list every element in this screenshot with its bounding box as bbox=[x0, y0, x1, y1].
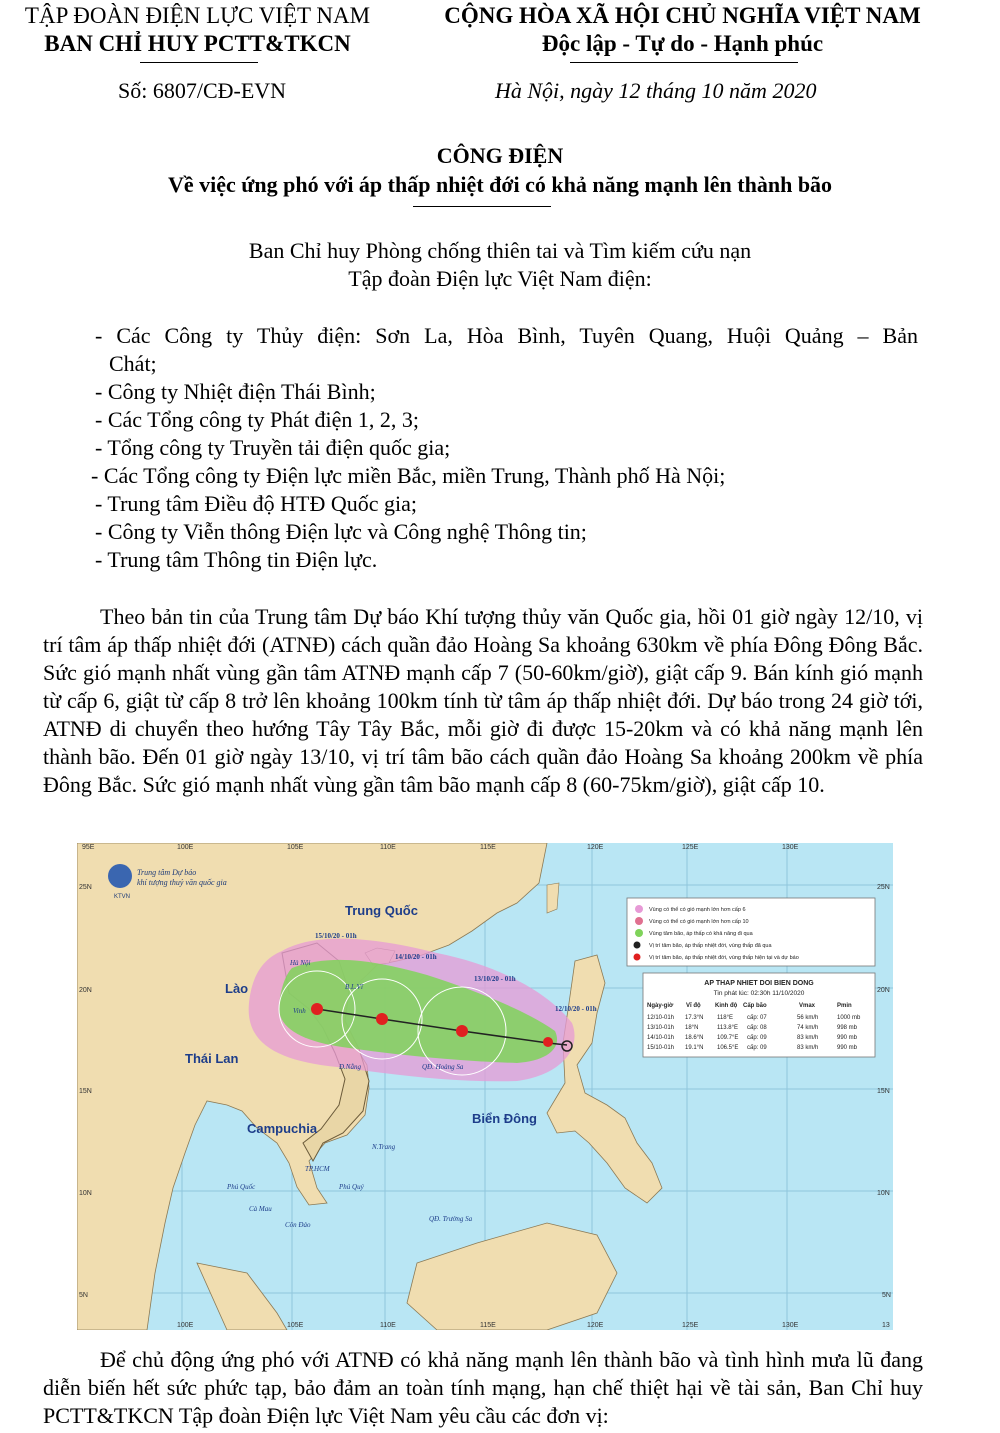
place-label: Vinh bbox=[293, 1007, 306, 1015]
lon-label: 125E bbox=[682, 844, 699, 851]
label-china: Trung Quốc bbox=[345, 903, 418, 918]
table-cell: 12/10-01h bbox=[647, 1015, 675, 1021]
legend-item: Vị trí tâm bão, áp thấp nhiệt đới, vùng thấp hiện tại và dự báo bbox=[649, 955, 799, 961]
lon-label: 125E bbox=[682, 1322, 699, 1329]
issuer-block bbox=[0, 2, 395, 58]
legend-item: Vùng tâm bão, áp thấp có khả năng đi qua bbox=[649, 931, 753, 937]
lon-label: 130E bbox=[782, 844, 799, 851]
lat-label: 25N bbox=[79, 884, 92, 891]
table-cell: 109.7°E bbox=[717, 1035, 739, 1041]
storm-marker-14-10 bbox=[376, 1013, 388, 1025]
lon-label: 120E bbox=[587, 1322, 604, 1329]
table-cell: 19.1°N bbox=[685, 1045, 704, 1051]
intro-line: Tập đoàn Điện lực Việt Nam điện: bbox=[348, 266, 652, 291]
list-item: - Công ty Nhiệt điện Thái Bình; bbox=[95, 379, 376, 404]
legend-item: Vùng có thể có gió mạnh lớn hơn cấp 10 bbox=[649, 919, 749, 925]
legend-swatch bbox=[634, 942, 641, 949]
lon-label: 100E bbox=[177, 1322, 194, 1329]
divider bbox=[570, 62, 798, 63]
table-cell: 83 km/h bbox=[797, 1045, 819, 1051]
lat-label: 5N bbox=[882, 1292, 891, 1299]
lon-label: 95E bbox=[82, 844, 95, 851]
legend-swatch bbox=[634, 954, 641, 961]
org-unit: BAN CHỈ HUY PCTT&TKCN bbox=[44, 31, 351, 56]
place-label: N.Trang bbox=[372, 1143, 396, 1151]
table-cell: 56 km/h bbox=[797, 1015, 819, 1021]
table-header-cell: Ngày-giờ bbox=[647, 1003, 674, 1009]
table-cell: cấp: 09 bbox=[747, 1035, 767, 1041]
body-paragraph: Để chủ động ứng phó với ATNĐ có khả năng mạnh lên thành bão và tình hình mưa lũ đang diễn biến hết sức phức tạp, bảo đảm an toàn tính mạng, hạn chế thiệt hại về tài sản, Ban Chỉ huy PCTT&TKCN Tập đoàn Điện lực Việt Nam yêu cầu các đơn vị: bbox=[43, 1347, 923, 1428]
table-cell: 998 mb bbox=[837, 1025, 858, 1031]
table-cell: 1000 mb bbox=[837, 1015, 861, 1021]
table-cell: 17.3°N bbox=[685, 1015, 704, 1021]
intro bbox=[0, 237, 1000, 293]
place-label: QĐ. Trường Sa bbox=[429, 1215, 473, 1223]
lat-label: 20N bbox=[877, 987, 890, 994]
label-thailand: Thái Lan bbox=[185, 1051, 239, 1066]
table-title: AP THAP NHIET DOI BIEN DONG bbox=[704, 980, 814, 987]
nation-motto: Độc lập - Tự do - Hạnh phúc bbox=[541, 31, 824, 56]
org-name: TẬP ĐOÀN ĐIỆN LỰC VIỆT NAM bbox=[24, 3, 371, 28]
place-label: TP.HCM bbox=[305, 1165, 330, 1173]
taiwan bbox=[547, 883, 559, 913]
table-cell: 14/10-01h bbox=[647, 1035, 675, 1041]
table-cell: 106.5°E bbox=[717, 1045, 739, 1051]
list-item: - Các Tổng công ty Phát điện 1, 2, 3; bbox=[95, 407, 420, 432]
storm-marker-15-10 bbox=[311, 1003, 323, 1015]
table-header-cell: Vĩ độ bbox=[686, 1003, 701, 1009]
lon-label: 130E bbox=[782, 1322, 799, 1329]
label-sea: Biển Đông bbox=[472, 1111, 537, 1126]
lon-label: 120E bbox=[587, 844, 604, 851]
place-label: Phú Quý bbox=[339, 1183, 364, 1191]
list-item: - Trung tâm Điều độ HTĐ Quốc gia; bbox=[95, 491, 418, 516]
legend-item: Vị trí tâm bão, áp thấp nhiệt đới, vùng thấp đã qua bbox=[649, 943, 772, 949]
table-cell: cấp: 09 bbox=[747, 1045, 767, 1051]
legend-swatch bbox=[635, 905, 643, 913]
list-item: - Các Công ty Thủy điện: Sơn La, Hòa Bình, Tuyên Quang, Huội Quảng – Bản bbox=[95, 323, 918, 348]
label-cambodia: Campuchia bbox=[247, 1121, 318, 1136]
lon-label: 100E bbox=[177, 844, 194, 851]
lon-label: 110E bbox=[380, 844, 396, 851]
table-cell: cấp: 08 bbox=[747, 1025, 767, 1031]
legend-swatch bbox=[635, 917, 643, 925]
place-label: Phú Quốc bbox=[227, 1183, 256, 1191]
place-label: Đ.Nẵng bbox=[339, 1063, 361, 1071]
lat-label: 20N bbox=[79, 987, 92, 994]
table-cell: 990 mb bbox=[837, 1035, 858, 1041]
table-cell: 15/10-01h bbox=[647, 1045, 675, 1051]
national-motto-block bbox=[400, 2, 965, 58]
storm-marker-12-10 bbox=[543, 1037, 553, 1047]
place-label: B.L.Vĩ bbox=[345, 983, 363, 991]
table-cell: 118°E bbox=[717, 1015, 733, 1021]
lat-label: 10N bbox=[877, 1190, 890, 1197]
divider bbox=[413, 206, 551, 207]
table-cell: 13/10-01h bbox=[647, 1025, 675, 1031]
nation-name: CỘNG HÒA XÃ HỘI CHỦ NGHĨA VIỆT NAM bbox=[444, 3, 921, 28]
nchmf-logo-icon bbox=[108, 864, 132, 888]
table-cell: 113.8°E bbox=[717, 1025, 738, 1031]
lon-label: 105E bbox=[287, 1322, 304, 1329]
table-cell: 18.6°N bbox=[685, 1035, 704, 1041]
table-cell: 83 km/h bbox=[797, 1035, 819, 1041]
logo-short: KTVN bbox=[114, 894, 131, 900]
track-label: 14/10/20 - 01h bbox=[395, 953, 437, 961]
lat-label: 15N bbox=[79, 1088, 92, 1095]
table-cell: 990 mb bbox=[837, 1045, 858, 1051]
divider bbox=[140, 62, 258, 63]
lat-label: 15N bbox=[877, 1088, 890, 1095]
lat-label: 25N bbox=[877, 884, 890, 891]
track-label: 12/10/20 - 01h bbox=[555, 1005, 597, 1013]
table-header-cell: Cấp bão bbox=[743, 1003, 767, 1009]
list-item: - Công ty Viễn thông Điện lực và Công nghệ Thông tin; bbox=[95, 519, 587, 544]
table-header-cell: Pmin bbox=[837, 1003, 852, 1009]
lat-label: 5N bbox=[79, 1292, 88, 1299]
lon-label: 115E bbox=[480, 844, 496, 851]
doc-date: Hà Nội, ngày 12 tháng 10 năm 2020 bbox=[495, 78, 817, 103]
doc-type: CÔNG ĐIỆN bbox=[436, 143, 564, 168]
doc-subject: Về việc ứng phó với áp thấp nhiệt đới có khả năng mạnh lên thành bão bbox=[167, 172, 833, 197]
list-item: - Trung tâm Thông tin Điện lực. bbox=[95, 547, 378, 572]
intro-line: Ban Chỉ huy Phòng chống thiên tai và Tìm kiếm cứu nạn bbox=[248, 238, 752, 263]
label-laos: Lào bbox=[225, 981, 249, 996]
lon-label: 115E bbox=[480, 1322, 496, 1329]
place-label: Hà Nội bbox=[290, 959, 311, 967]
table-subtitle: Tin phát lúc: 02:30h 11/10/2020 bbox=[713, 990, 805, 997]
place-label: Côn Đảo bbox=[285, 1221, 311, 1229]
lon-label: 105E bbox=[287, 844, 304, 851]
list-item: - Tổng công ty Truyền tải điện quốc gia; bbox=[95, 435, 451, 460]
body-paragraph: Theo bản tin của Trung tâm Dự báo Khí tượng thủy văn Quốc gia, hồi 01 giờ ngày 12/10, vị trí tâm áp thấp nhiệt đới (ATNĐ) cách quần đảo Hoàng Sa khoảng 630km về phía Đông Đông Bắc. Sức gió mạnh nhất vùng gần tâm ATNĐ mạnh cấp 7 (50-60km/giờ), giật cấp 9. Bán kính gió mạnh từ cấp 6, giật từ cấp 8 trở lên khoảng 100km tính từ tâm áp thấp nhiệt đới. Dự báo trong 24 giờ tới, ATNĐ di chuyển theo hướng Tây Tây Bắc, mỗi giờ đi được 15-20km và có khả năng mạnh lên thành bão. Đến 01 giờ ngày 13/10, vị trí tâm bão cách quần đảo Hoàng Sa khoảng 200km về phía Đông Bắc. Sức gió mạnh nhất vùng gần tâm bão mạnh cấp 8 (60-75km/giờ), giật cấp 10. bbox=[43, 604, 923, 797]
lat-label: 10N bbox=[79, 1190, 92, 1197]
table-cell: cấp: 07 bbox=[747, 1015, 767, 1021]
doc-number: Số: 6807/CĐ-EVN bbox=[118, 78, 287, 103]
storm-forecast-map bbox=[77, 843, 893, 1330]
table-header-cell: Kinh độ bbox=[715, 1003, 738, 1009]
legend-swatch bbox=[635, 929, 643, 937]
lon-label: 13 bbox=[882, 1322, 890, 1329]
place-label: Cà Mau bbox=[249, 1205, 272, 1213]
list-item: - Các Tổng công ty Điện lực miền Bắc, miền Trung, Thành phố Hà Nội; bbox=[91, 463, 726, 488]
place-label: QĐ. Hoàng Sa bbox=[422, 1063, 464, 1071]
track-label: 15/10/20 - 01h bbox=[315, 932, 357, 940]
table-cell: 18°N bbox=[685, 1025, 699, 1031]
track-label: 13/10/20 - 01h bbox=[474, 975, 516, 983]
table-cell: 74 km/h bbox=[797, 1025, 819, 1031]
lon-label: 110E bbox=[380, 1322, 396, 1329]
recipient-list bbox=[91, 322, 925, 574]
list-item: Chát; bbox=[109, 351, 157, 376]
legend-item: Vùng có thể có gió mạnh lớn hơn cấp 6 bbox=[649, 907, 746, 913]
logo-text-1: Trung tâm Dự báo bbox=[137, 868, 197, 877]
storm-marker-13-10 bbox=[456, 1025, 468, 1037]
table-header-cell: Vmax bbox=[799, 1003, 816, 1009]
logo-text-2: khí tượng thuỷ văn quốc gia bbox=[137, 878, 227, 887]
